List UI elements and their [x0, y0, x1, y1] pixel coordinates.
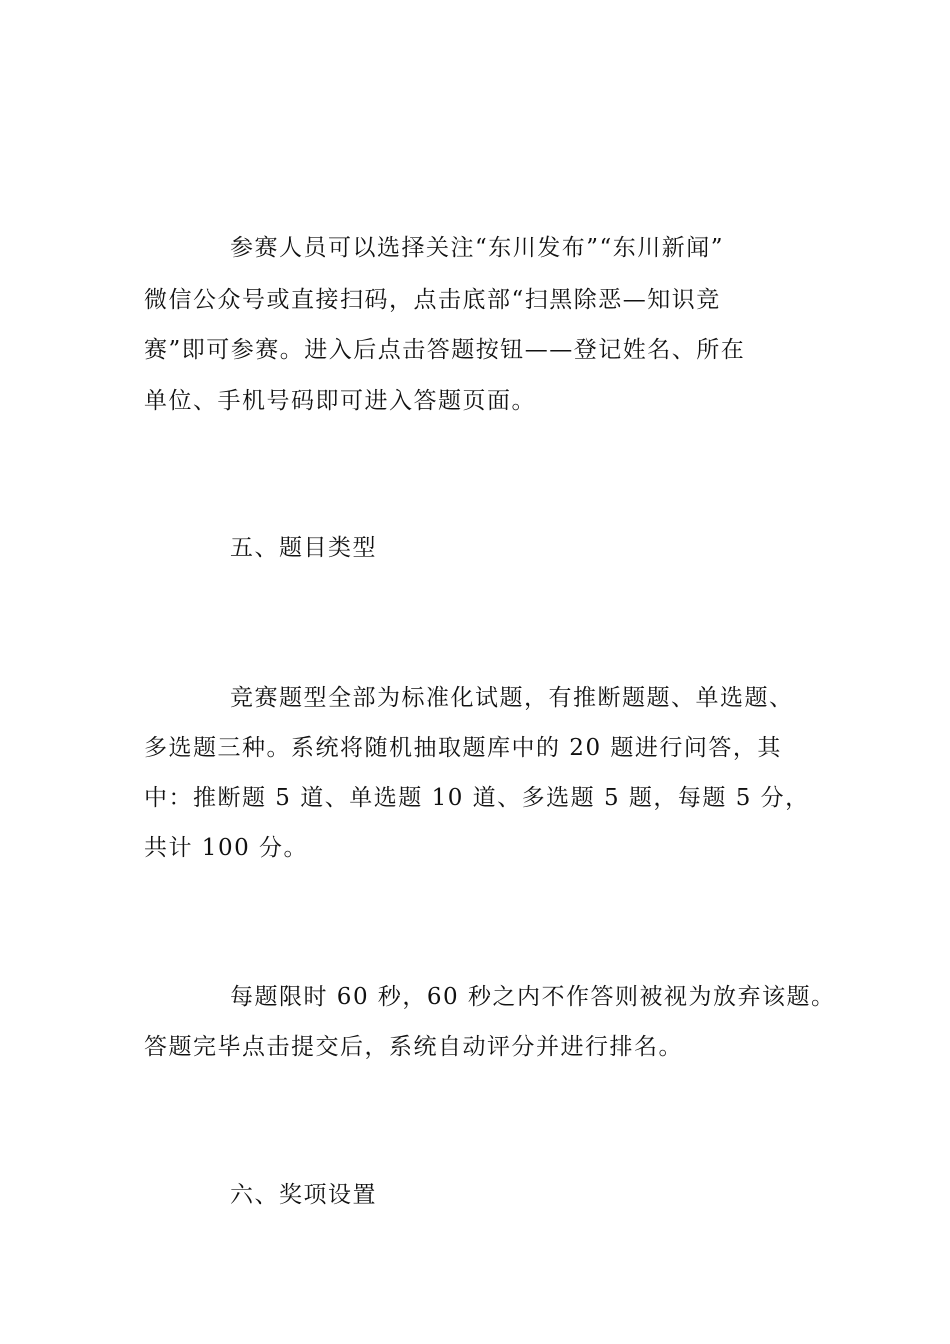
text-line: 竞赛题型全部为标准化试题，有推断题题、单选题、 [230, 685, 794, 711]
text-line: 中：推断题 5 道、单选题 10 道、多选题 5 题，每题 5 分， [144, 785, 810, 811]
text-line: 每题限时 60 秒，60 秒之内不作答则被视为放弃该题。 [230, 984, 836, 1010]
text-line: 单位、手机号码即可进入答题页面。 [144, 388, 536, 414]
text-line: 多选题三种。系统将随机抽取题库中的 20 题进行问答，其 [144, 735, 782, 761]
text-line: 赛”即可参赛。进入后点击答题按钮——登记姓名、所在 [144, 337, 746, 363]
text-line: 微信公众号或直接扫码，点击底部“扫黑除恶—知识竞 [144, 287, 721, 313]
section-heading-question-types: 五、题目类型 [230, 535, 377, 561]
text-line: 参赛人员可以选择关注“东川发布”“东川新闻” [230, 235, 725, 261]
text-line: 答题完毕点击提交后，系统自动评分并进行排名。 [144, 1034, 683, 1060]
section-heading-awards: 六、奖项设置 [230, 1182, 377, 1208]
text-line: 共计 100 分。 [144, 835, 309, 861]
